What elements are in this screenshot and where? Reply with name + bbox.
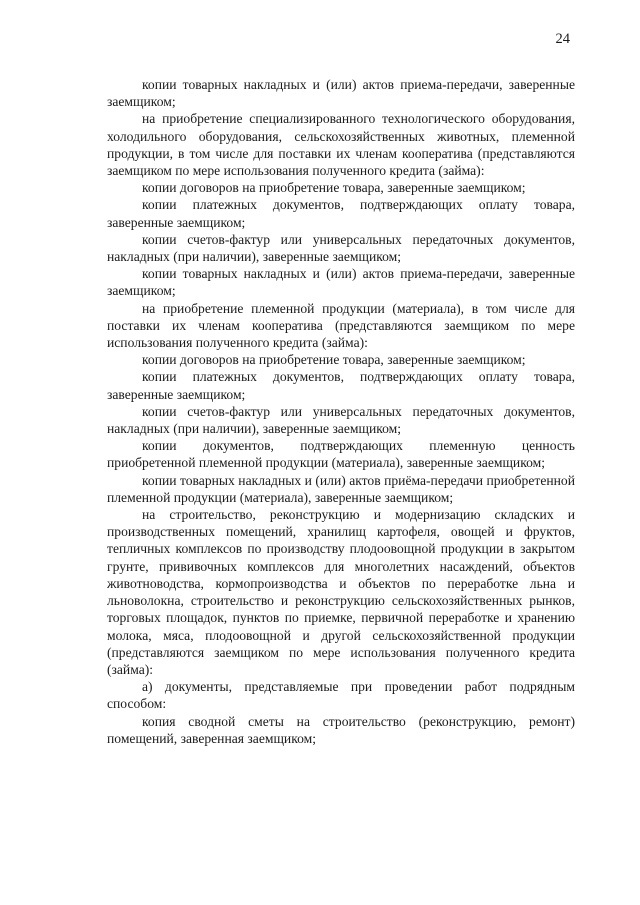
paragraph: на приобретение племенной продукции (материала), в том числе для поставки их членам кооператива (представляются заемщиком по мере использования полученного кредита (займа): bbox=[107, 300, 575, 351]
paragraph: копия сводной сметы на строительство (реконструкцию, ремонт) помещений, заверенная заемщиком; bbox=[107, 713, 575, 746]
paragraph: копии договоров на приобретение товара, заверенные заемщиком; bbox=[142, 180, 526, 196]
paragraph: копии товарных накладных и (или) актов приема-передачи, заверенные заемщиком; bbox=[107, 266, 575, 299]
document-body bbox=[107, 76, 575, 747]
paragraph: на строительство, реконструкцию и модернизацию складских и производственных помещений, хранилищ картофеля, овощей и фруктов, тепличных комплексов по производству плодоовощной продукции в закрытом грунте, прививочных комплексов для многолетних насаждений, объектов животноводства, кормопроизводства и объектов по переработке льна и льноволокна, строительство и реконструкцию сельскохозяйственных рынков, торговых площадок, пунктов по приемке, первичной переработке и хранению молока, мяса, плодоовощной и другой сельскохозяйственной продукции (представляются заемщиком по мере использования полученного кредита (займа): bbox=[107, 507, 575, 677]
paragraph: на приобретение специализированного технологического оборудования, холодильного оборудования, сельскохозяйственных животных, племенной продукции, в том числе для поставки их членам кооператива (представляются заемщиком по мере использования полученного кредита (займа): bbox=[107, 111, 575, 179]
paragraph: копии договоров на приобретение товара, заверенные заемщиком; bbox=[142, 352, 526, 368]
paragraph: копии товарных накладных и (или) актов приёма-передачи приобретенной племенной продукции (материала), заверенные заемщиком; bbox=[107, 472, 575, 505]
page-number: 24 bbox=[555, 31, 570, 47]
paragraph: копии счетов-фактур или универсальных передаточных документов, накладных (при наличии), заверенные заемщиком; bbox=[107, 231, 575, 265]
paragraph: копии платежных документов, подтверждающих оплату товара, заверенные заемщиком; bbox=[107, 197, 575, 230]
paragraph: копии товарных накладных и (или) актов приема-передачи, заверенные заемщиком; bbox=[107, 77, 575, 110]
paragraph: а) документы, представляемые при проведении работ подрядным способом: bbox=[107, 679, 575, 712]
paragraph: копии платежных документов, подтверждающих оплату товара, заверенные заемщиком; bbox=[107, 369, 575, 402]
paragraph: копии счетов-фактур или универсальных передаточных документов, накладных (при наличии), заверенные заемщиком; bbox=[107, 403, 575, 437]
paragraph: копии документов, подтверждающих племенную ценность приобретенной племенной продукции (материала), заверенные заемщиком; bbox=[107, 438, 575, 471]
